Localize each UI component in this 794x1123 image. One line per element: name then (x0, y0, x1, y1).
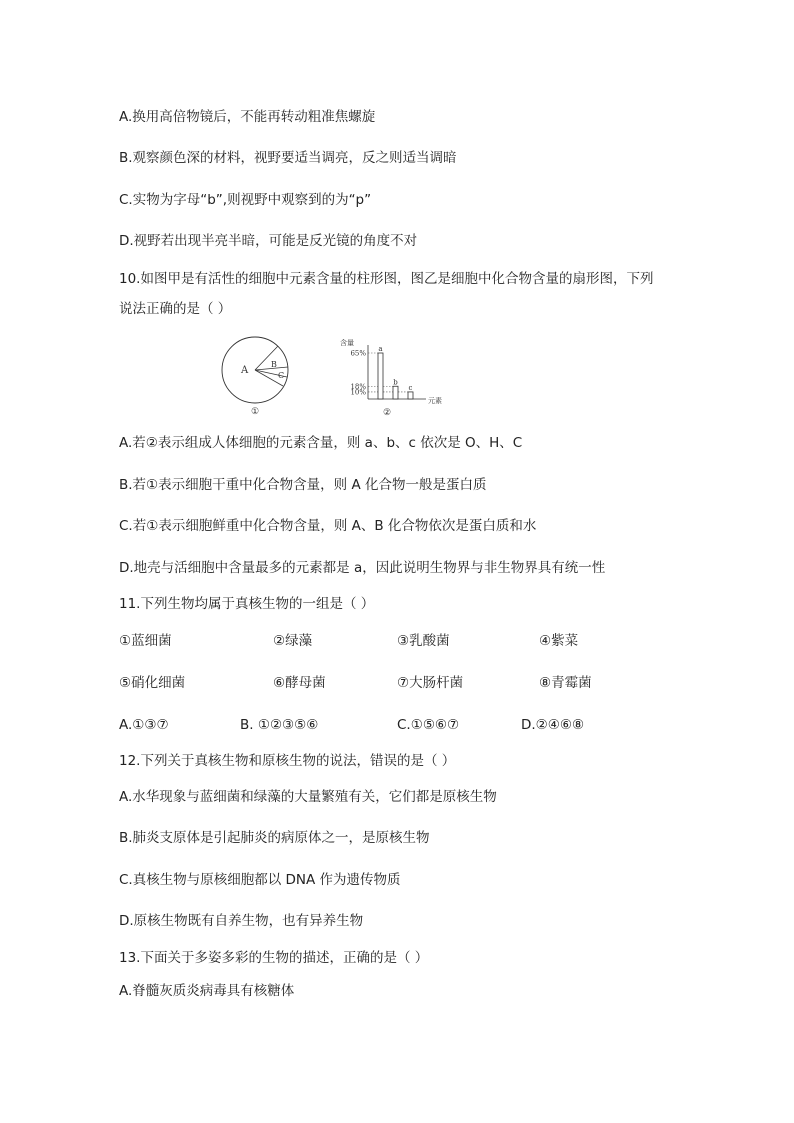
q13-stem: 13.下面关于多姿多彩的生物的描述，正确的是（ ） (119, 950, 429, 966)
q11-option-c: C.①⑤⑥⑦ (397, 717, 460, 733)
q10-option-b: B.若①表示细胞干重中化合物含量，则 A 化合物一般是蛋白质 (119, 477, 487, 493)
q11-item: ⑦大肠杆菌 (397, 675, 464, 691)
pie-caption: ① (251, 407, 260, 417)
bar-ylabel: 含量 (340, 339, 354, 347)
bar-category-label: c (408, 383, 413, 392)
q12-option-d: D.原核生物既有自养生物，也有异养生物 (119, 913, 364, 929)
pie-label-a: A (241, 365, 249, 376)
q11-option-d: D.②④⑥⑧ (521, 717, 585, 733)
q11-item: ②绿藻 (273, 633, 313, 649)
q12-option-a: A.水华现象与蓝细菌和绿藻的大量繁殖有关，它们都是原核生物 (119, 789, 497, 805)
bar-xlabel: 元素 (428, 397, 442, 405)
bar-c (408, 392, 413, 399)
q10-stem-line-1: 10.如图甲是有活性的细胞中元素含量的柱形图，图乙是细胞中化合物含量的扇形图，下列 (119, 271, 654, 287)
q10-option-d: D.地壳与活细胞中含量最多的元素都是 a，因此说明生物界与非生物界具有统一性 (119, 560, 606, 576)
bar-a (378, 353, 383, 399)
bar-b (393, 386, 398, 399)
q10-option-c: C.若①表示细胞鲜重中化合物含量，则 A、B 化合物依次是蛋白质和水 (119, 518, 537, 534)
q12-option-c: C.真核生物与原核细胞都以 DNA 作为遗传物质 (119, 872, 401, 888)
pie-chart (222, 337, 288, 417)
bar-category-label: a (378, 345, 383, 353)
q11-item: ③乳酸菌 (397, 633, 450, 649)
q9-option-c: C.实物为字母“b”,则视野中观察到的为“p” (119, 192, 372, 208)
q12-stem: 12.下列关于真核生物和原核生物的说法，错误的是（ ） (119, 753, 456, 769)
bar-chart (340, 338, 442, 418)
q11-item: ⑥酵母菌 (273, 675, 326, 691)
q10-stem-line-2: 说法正确的是（ ） (119, 301, 232, 317)
q11-item: ⑤硝化细菌 (119, 675, 186, 691)
q12-option-b: B.肺炎支原体是引起肺炎的病原体之一，是原核生物 (119, 830, 430, 846)
bar-tick-label: 10% (350, 388, 366, 397)
q10-option-a: A.若②表示组成人体细胞的元素含量，则 a、b、c 依次是 O、H、C (119, 435, 523, 451)
q11-item: ④紫菜 (539, 633, 579, 649)
pie-label-b: B (271, 360, 277, 369)
q11-option-b: B. ①②③⑤⑥ (240, 717, 319, 733)
q11-stem: 11.下列生物均属于真核生物的一组是（ ） (119, 596, 375, 612)
bar-caption: ② (383, 408, 392, 418)
q9-option-a: A.换用高倍物镜后，不能再转动粗准焦螺旋 (119, 109, 376, 125)
q11-item: ⑧青霉菌 (539, 675, 592, 691)
bar-category-label: b (393, 378, 398, 387)
bar-tick-label: 18% (350, 382, 366, 391)
q9-option-b: B.观察颜色深的材料，视野要适当调亮，反之则适当调暗 (119, 150, 457, 166)
pie-label-c: C (278, 371, 285, 380)
q11-option-a: A.①③⑦ (119, 717, 169, 733)
q10-figure (220, 333, 460, 419)
q9-option-d: D.视野若出现半亮半暗，可能是反光镜的角度不对 (119, 233, 418, 249)
q11-item: ①蓝细菌 (119, 633, 172, 649)
bar-tick-label: 65% (350, 349, 366, 358)
q13-option-a: A.脊髓灰质炎病毒具有核糖体 (119, 983, 295, 999)
